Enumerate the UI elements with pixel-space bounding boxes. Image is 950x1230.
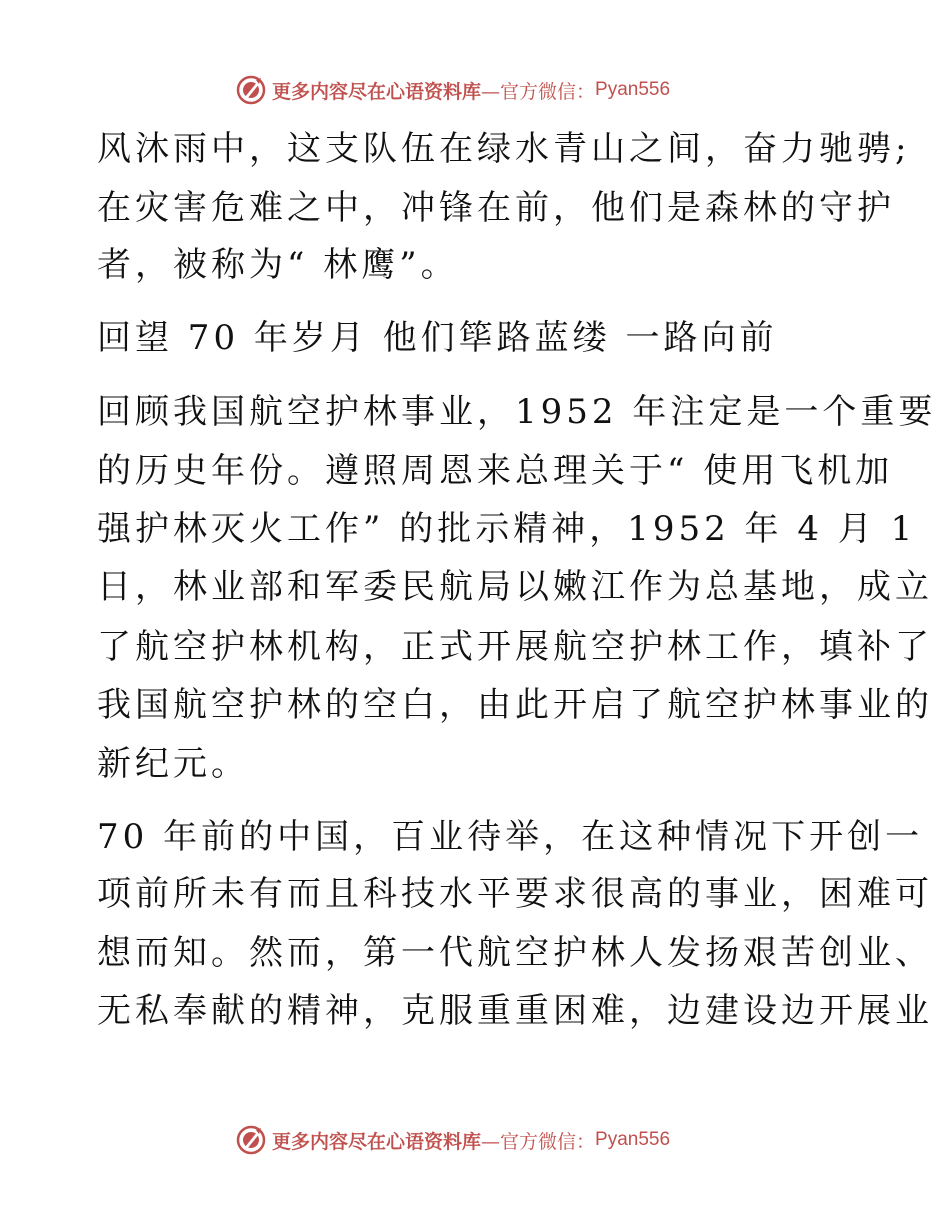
body-line: 强护林灭火工作” 的批示精神，1952 年 4 月 1: [97, 509, 917, 549]
body-line: 的历史年份。遵照周恩来总理关于“ 使用飞机加: [97, 451, 894, 491]
pen-logo-icon: [236, 1125, 266, 1155]
body-line: 在灾害危难之中，冲锋在前，他们是森林的守护: [97, 188, 895, 228]
pen-logo-icon: [236, 75, 266, 105]
body-line: 风沐雨中，这支队伍在绿水青山之间，奋力驰骋;: [97, 129, 911, 169]
watermark-account-id: Pyan556: [595, 1129, 671, 1150]
body-line: 者，被称为“ 林鹰”。: [97, 245, 459, 285]
footer-watermark: [236, 1123, 670, 1157]
watermark-separator-text: —官方微信：: [481, 1130, 596, 1153]
body-line: 新纪元。: [97, 744, 249, 784]
body-line: 想而知。然而，第一代航空护林人发扬艰苦创业、: [97, 933, 933, 973]
body-line: 我国航空护林的空白，由此开启了航空护林事业的: [97, 685, 933, 725]
header-watermark: [236, 73, 670, 107]
body-line: 回顾我国航空护林事业，1952 年注定是一个重要: [97, 392, 937, 432]
watermark-separator-text: —官方微信：: [481, 80, 596, 103]
body-line: 项前所未有而且科技水平要求很高的事业，困难可: [97, 874, 933, 914]
body-line: 日，林业部和军委民航局以嫩江作为总基地，成立: [97, 567, 933, 607]
body-line: 无私奉献的精神，克服重重困难，边建设边开展业: [97, 991, 933, 1031]
body-line: 70 年前的中国，百业待举，在这种情况下开创一: [97, 817, 924, 857]
watermark-account-id: Pyan556: [595, 79, 671, 100]
watermark-main-text: 更多内容尽在心语资料库: [272, 1130, 482, 1153]
section-heading: 回望 70 年岁月 他们筚路蓝缕 一路向前: [97, 318, 778, 358]
watermark-main-text: 更多内容尽在心语资料库: [272, 80, 482, 103]
body-line: 了航空护林机构，正式开展航空护林工作，填补了: [97, 627, 933, 667]
